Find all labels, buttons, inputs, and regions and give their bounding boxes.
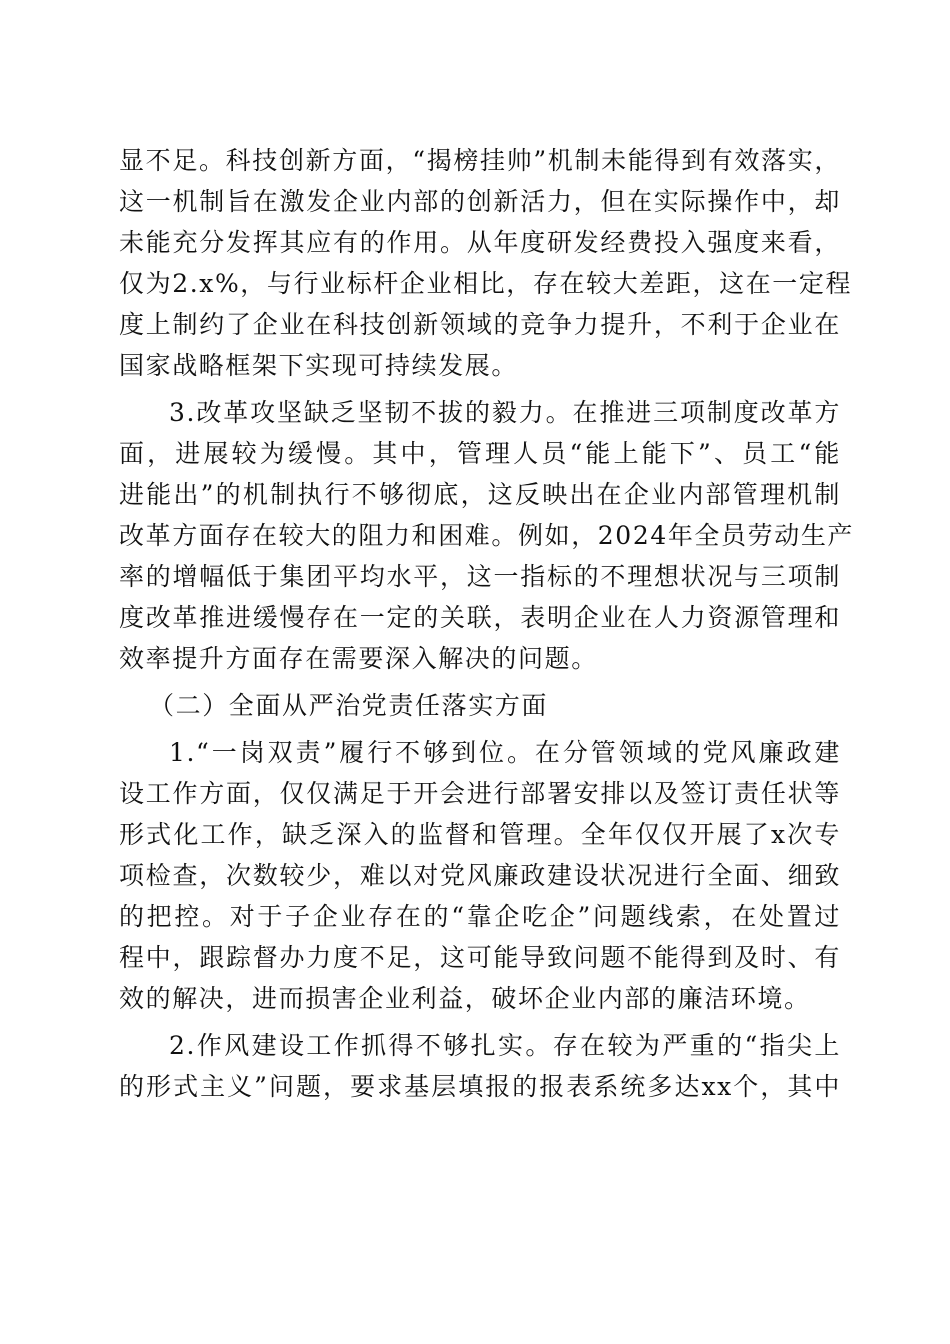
text-line: 国家战略框架下实现可持续发展。	[119, 351, 519, 380]
text-line: 效率提升方面存在需要深入解决的问题。	[119, 644, 598, 673]
paragraph-tech-innovation	[119, 140, 853, 386]
text-line: 显不足。科技创新方面，“揭榜挂帅”机制未能得到有效落实，	[119, 146, 841, 175]
paragraph-one-post-two-duties	[119, 732, 841, 1019]
text-line: 形式化工作，缺乏深入的监督和管理。全年仅仅开展了x次专	[119, 820, 841, 849]
text-line: 率的增幅低于集团平均水平，这一指标的不理想状况与三项制	[119, 562, 841, 591]
text-line: 这一机制旨在激发企业内部的创新活力，但在实际操作中，却	[119, 187, 841, 216]
paragraph-work-style	[119, 1025, 841, 1107]
text-line: 进能出”的机制执行不够彻底，这反映出在企业内部管理机制	[119, 480, 841, 509]
text-line: 项检查，次数较少，难以对党风廉政建设状况进行全面、细致	[119, 861, 841, 890]
section-heading: （二）全面从严治党责任落实方面	[149, 691, 549, 720]
text-line: 设工作方面，仅仅满足于开会进行部署安排以及签订责任状等	[119, 779, 841, 808]
text-line: 度改革推进缓慢存在一定的关联，表明企业在人力资源管理和	[119, 603, 841, 632]
text-line: 效的解决，进而损害企业利益，破坏企业内部的廉洁环境。	[119, 984, 811, 1013]
text-line: 仅为2.x%，与行业标杆企业相比，存在较大差距，这在一定程	[119, 269, 853, 298]
text-line: 面，进展较为缓慢。其中，管理人员“能上能下”、员工“能	[119, 439, 841, 468]
text-line: 程中，跟踪督办力度不足，这可能导致问题不能得到及时、有	[119, 943, 841, 972]
text-line: 度上制约了企业在科技创新领域的竞争力提升，不利于企业在	[119, 310, 841, 339]
text-line: 未能充分发挥其应有的作用。从年度研发经费投入强度来看，	[119, 228, 841, 257]
text-line: 改革方面存在较大的阻力和困难。例如，2024年全员劳动生产	[119, 521, 855, 550]
text-line: 1.“一岗双责”履行不够到位。在分管领域的党风廉政建	[169, 738, 841, 767]
paragraph-reform	[119, 392, 855, 679]
text-line: 2.作风建设工作抓得不够扎实。存在较为严重的“指尖上	[169, 1031, 841, 1060]
text-line: 的形式主义”问题，要求基层填报的报表系统多达xx个，其中	[119, 1072, 841, 1101]
document-body	[119, 140, 855, 1107]
text-line: 3.改革攻坚缺乏坚韧不拔的毅力。在推进三项制度改革方	[169, 398, 841, 427]
text-line: 的把控。对于子企业存在的“靠企吃企”问题线索，在处置过	[119, 902, 841, 931]
